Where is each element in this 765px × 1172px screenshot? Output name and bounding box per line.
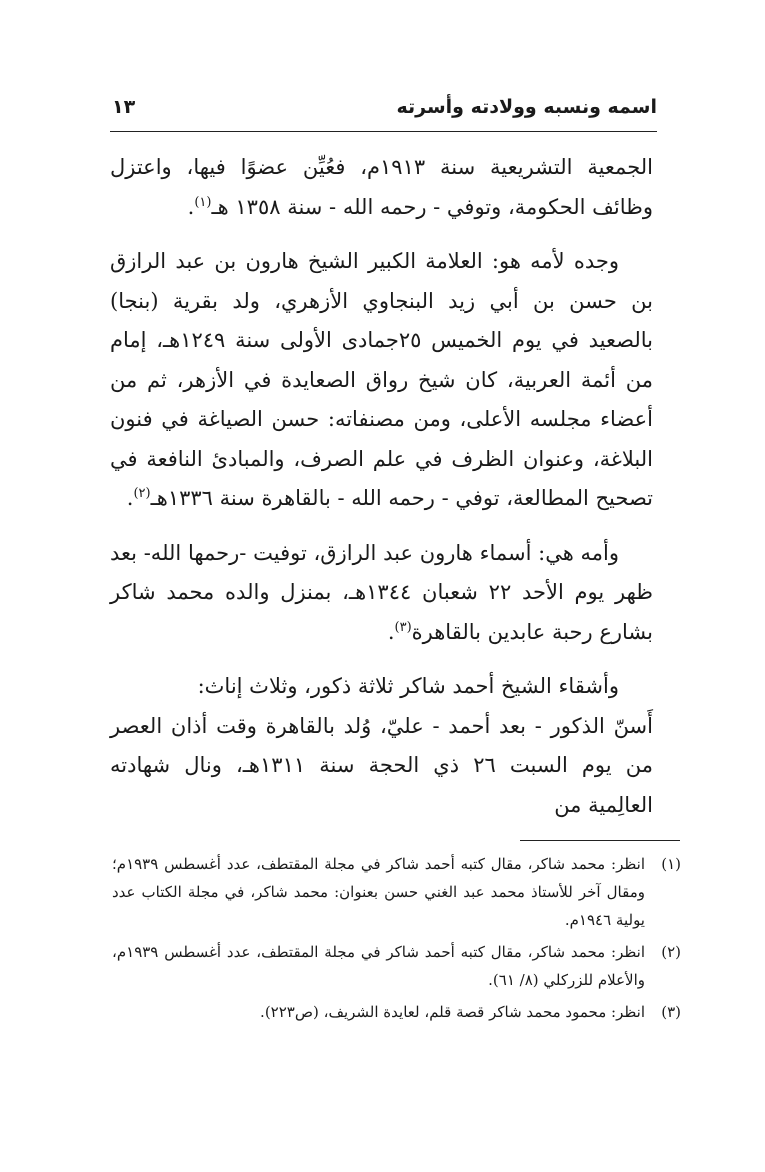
paragraph-text: الجمعية التشريعية سنة ١٩١٣م، فعُيِّن عضوًا فيها، واعتزل وظائف الحكومة، وتوفي - رحمه الله - سنة ١٣٥٨ هـ bbox=[110, 155, 653, 219]
footnote-2 bbox=[112, 938, 681, 994]
running-header bbox=[112, 96, 657, 130]
footnote-text: انظر: محمد شاكر، مقال كتبه أحمد شاكر في مجلة المقتطف، عدد أغسطس ١٩٣٩م؛ ومقال آخر للأستاذ محمد عبد الغني حسن بعنوان: محمد شاكر، في مجلة الكتاب عدد يولية ١٩٤٦م. bbox=[112, 855, 645, 929]
paragraph-maternal-grandfather bbox=[110, 242, 653, 519]
footnote-text: انظر: محمود محمد شاكر قصة قلم، لعايدة الشريف، (ص٢٢٣). bbox=[260, 1003, 645, 1021]
footnote-1 bbox=[112, 850, 681, 934]
paragraph-text: أَسنّ الذكور - بعد أحمد - عليّ، وُلد بالقاهرة وقت أذان العصر من يوم السبت ٢٦ ذي الحجة سنة ١٣١١هـ، ونال شهادته العالِمية من bbox=[110, 713, 653, 817]
footnote-number: (٣) bbox=[661, 1003, 681, 1021]
header-divider bbox=[110, 131, 657, 132]
paragraph-end: . bbox=[387, 619, 395, 644]
footnote-ref-1[interactable]: (١) bbox=[194, 194, 212, 210]
paragraph-text: وأشقاء الشيخ أحمد شاكر ثلاثة ذكور، وثلاث إناث: bbox=[197, 674, 619, 698]
paragraph-text: وجده لأمه هو: العلامة الكبير الشيخ هارون بن عبد الرازق بن حسن بن أبي زيد البنجاوي الأزهري، ولد بقرية (بنجا) بالصعيد في يوم الخميس ٢٥جمادى الأولى سنة ١٢٤٩هـ، إمام من أئمة العربية، كان شيخ رواق الصعايدة في الأزهر، ثم من أعضاء مجلسه الأعلى، ومن مصنفاته: حسن الصياغة في فنون البلاغة، وعنوان الظرف في علم الصرف، والمبادئ النافعة في تصحيح المطالعة، توفي - رحمه الله - بالقاهرة سنة ١٣٣٦هـ bbox=[110, 249, 653, 510]
footnote-number: (٢) bbox=[661, 943, 681, 961]
chapter-title: اسمه ونسبه وولادته وأسرته bbox=[396, 96, 657, 118]
footnote-ref-3[interactable]: (٣) bbox=[394, 619, 412, 635]
paragraph-continuation bbox=[110, 148, 653, 227]
footnote-number: (١) bbox=[661, 855, 681, 873]
paragraph-mother bbox=[110, 534, 653, 653]
paragraph-siblings bbox=[110, 667, 653, 707]
paragraph-eldest-brother bbox=[110, 707, 653, 826]
page-number: ١٣ bbox=[112, 96, 136, 118]
paragraph-text: وأمه هي: أسماء هارون عبد الرازق، توفيت -رحمها الله- بعد ظهر يوم الأحد ٢٢ شعبان ١٣٤٤هـ، بمنزل والده محمد شاكر بشارع رحبة عابدين بالقاهرة bbox=[110, 540, 653, 644]
paragraph-end: . bbox=[126, 486, 134, 510]
main-text bbox=[110, 148, 653, 825]
footnote-text: انظر: محمد شاكر، مقال كتبه أحمد شاكر في مجلة المقتطف، عدد أغسطس ١٩٣٩م، والأعلام للزركلي (٨/ ٦١). bbox=[112, 943, 645, 989]
footnotes bbox=[112, 850, 681, 1030]
footnote-ref-2[interactable]: (٢) bbox=[133, 486, 151, 501]
footnote-divider bbox=[520, 840, 680, 841]
footnote-3 bbox=[112, 998, 681, 1026]
paragraph-end: . bbox=[187, 194, 195, 219]
